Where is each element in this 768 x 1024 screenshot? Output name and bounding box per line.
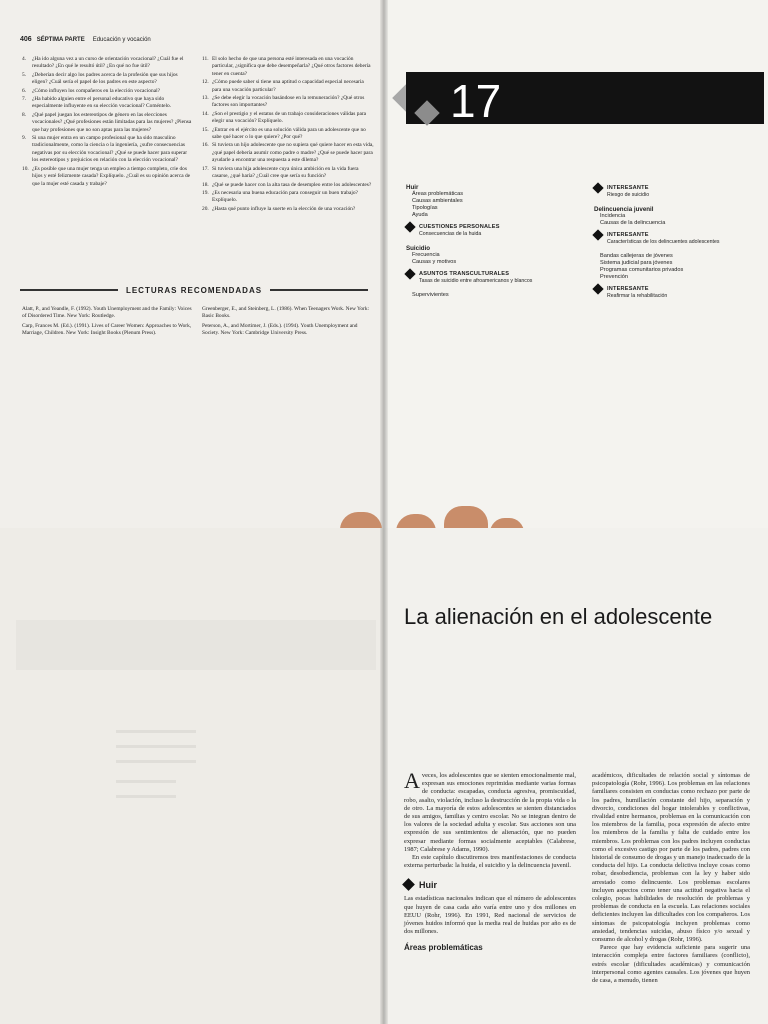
question-text: ¿Se debe elegir la vocación basándose en la remuneración? ¿Qué otros factores son importantes? bbox=[212, 95, 365, 109]
section-paragraph: Las estadísticas nacionales indican que el número de adolescentes que huyen de casa cada año varía entre uno y dos millones en EEUU (Rohr, 1996). En 1991, Red nacional de servicios de jóvenes huidos informó que la media real de huidas por año es de dos millones. bbox=[404, 895, 576, 936]
finger bbox=[490, 518, 524, 528]
question-number: 8. bbox=[22, 111, 27, 118]
question-number: 12. bbox=[202, 79, 209, 86]
outline-section-title: Huir bbox=[406, 184, 419, 191]
show-through-chapter-bar bbox=[16, 620, 376, 670]
outline-section-title: Delincuencia juvenil bbox=[594, 206, 654, 213]
question-text: Si tuviera un hijo adolescente que no supiera qué quiere hacer en esta vida, ¿qué papel debería asumir como padre o madre? ¿Qué se puede hacer para ayudarle a encontrar una respuesta a este dilema? bbox=[212, 142, 374, 164]
section-heading bbox=[404, 880, 576, 889]
question-number: 7. bbox=[22, 96, 27, 103]
outline-item: Sistema judicial para jóvenes bbox=[600, 260, 673, 266]
question-text: ¿Cómo puede saber si tiene una aptitud o capacidad especial necesaria para una vocación particular? bbox=[212, 79, 364, 93]
question-text: ¿Son el prestigio y el estatus de un trabajo consideraciones válidas para elegir una vocación? Explíquelo. bbox=[212, 110, 367, 125]
question-number: 6. bbox=[22, 87, 27, 94]
question-item bbox=[22, 135, 194, 165]
show-through-line bbox=[116, 760, 196, 763]
outline-item: Causas ambientales bbox=[412, 198, 463, 204]
outline-item: Bandas callejeras de jóvenes bbox=[600, 253, 673, 259]
recommended-readings-title: LECTURAS RECOMENDADAS bbox=[125, 285, 263, 295]
question-text: ¿Deberían decir algo los padres acerca de la profesión que sus hijos eligen? ¿Cuál sería el papel de los padres en este aspecto? bbox=[32, 71, 178, 86]
rule-right bbox=[270, 289, 368, 291]
finger bbox=[444, 506, 488, 528]
outline-item: Causas y motivos bbox=[412, 259, 457, 265]
outline-item: Incidencia bbox=[600, 213, 626, 219]
references-column-1 bbox=[22, 306, 192, 340]
question-text: ¿Qué se puede hacer con la alta tasa de desempleo entre los adolescentes? bbox=[212, 181, 372, 188]
recommended-readings-heading bbox=[20, 284, 368, 296]
outline-box bbox=[594, 231, 759, 239]
show-through-line bbox=[116, 795, 176, 798]
reference-item: Greenberger, E., and Steinberg, L. (1986). When Teenagers Work. New York: Basic Books. bbox=[202, 306, 370, 320]
question-number: 13. bbox=[202, 95, 209, 102]
question-text: ¿Cómo influyen los compañeros en la elección vocacional? bbox=[32, 87, 160, 94]
outline-box bbox=[406, 270, 576, 278]
outline-box-subtitle: Reafirmar la rehabilitación bbox=[607, 293, 668, 299]
outline-box bbox=[594, 184, 759, 192]
question-item bbox=[202, 95, 374, 110]
drop-cap: A bbox=[404, 768, 420, 793]
question-number: 5. bbox=[22, 71, 27, 78]
references-column-2 bbox=[202, 306, 372, 340]
body-column-1 bbox=[404, 768, 576, 953]
question-item bbox=[202, 206, 374, 213]
chapter-opener-page bbox=[384, 0, 768, 528]
question-item bbox=[202, 111, 374, 126]
body-paragraph: académicos, dificultades de relación social y síntomas de psicopatología (Rohr, 1996). Los problemas en las relaciones familiares consisten en conductas como rechazo por parte de los padres, humillación constante del hijo, separación y divorcio, condiciones del hogar intolerables y conflictivas, rivalidad entre hermanos, problemas en la comunicación con los miembros de la familia, poca expresión de afecto entre los miembros de la familia y falta de cuidado entre los miembros. Los problemas con los padres incluyen conductas como el excesivo castigo por parte de los padres, padres con historial de consumo de drogas y un manejo inadecuado de la conducta del hijo. La conducta delictiva incluye cosas como robar, desobediencia, problemas con la ley y haber sido arrestado como delincuente. Los problemas escolares incluyen aspectos como tener una actitud negativa hacia el colegio, pocas habilidades de resolución de problemas y problemas de conducta en la escuela. Las relaciones sociales deficientes incluyen las dificultades con los compañeros. Los síntomas de psicopatología incluyen problemas como ansiedad, tendencias suicidas, abuso físico y/o sexual y consumo de alcohol y drogas (Rohr, 1996). bbox=[592, 772, 750, 944]
question-number: 11. bbox=[202, 56, 209, 62]
question-item bbox=[22, 56, 194, 71]
body-column-2 bbox=[592, 772, 750, 985]
section-heading-text: Huir bbox=[419, 879, 437, 890]
show-through-line bbox=[116, 780, 176, 783]
question-item bbox=[202, 142, 374, 164]
question-item bbox=[202, 79, 374, 94]
question-text: ¿Ha habido alguien entre el personal educativo que haya sido especialmente influyente en su elección vocacional? Coméntelo. bbox=[32, 96, 172, 110]
question-item bbox=[202, 56, 374, 78]
question-number: 15. bbox=[202, 126, 209, 133]
outline-item: Ayuda bbox=[412, 212, 428, 218]
body-paragraph: Parece que hay evidencia suficiente para sugerir una interacción compleja entre factores familiares (conflicto), estrés escolar (dificultades académicas) y comunicación interpersonal como agentes causales. Los jóvenes que huyen de casa, a menudo, tienen bbox=[592, 944, 750, 985]
outline-box-title: ASUNTOS TRANSCULTURALES bbox=[419, 271, 510, 277]
question-number: 10. bbox=[22, 165, 29, 172]
outline-box-subtitle: Tasas de suicidio entre afroamericanos y blancos bbox=[419, 278, 533, 284]
finger bbox=[396, 514, 436, 528]
outline-box bbox=[406, 223, 576, 231]
question-item bbox=[22, 88, 194, 95]
question-number: 9. bbox=[22, 135, 27, 142]
page-show-through bbox=[0, 528, 384, 1024]
questions-column-1 bbox=[22, 56, 194, 189]
outline-item: Prevención bbox=[600, 274, 628, 280]
reference-item: Carp, Frances M. (Ed.). (1991). Lives of Career Women: Approaches to Work, Marriage, Children. New York: Insight Books (Plenum Press). bbox=[22, 322, 192, 337]
question-number: 19. bbox=[202, 189, 209, 196]
show-through-line bbox=[116, 745, 196, 748]
chapter-number: 17 bbox=[450, 75, 502, 127]
question-item bbox=[22, 112, 194, 134]
book-gutter bbox=[380, 528, 388, 1024]
show-through-line bbox=[116, 730, 196, 733]
subsection-heading: Áreas problemáticas bbox=[404, 943, 483, 953]
question-text: ¿Es necesaria una buena educación para conseguir un buen trabajo? Explíquelo. bbox=[212, 189, 358, 204]
chapter-outline-column-2 bbox=[594, 180, 759, 299]
rule-left bbox=[20, 289, 118, 291]
outline-item: Supervivientes bbox=[412, 292, 449, 298]
chapter-title: La alienación en el adolescente bbox=[404, 604, 713, 629]
outline-box-subtitle: Características de los delincuentes adolescentes bbox=[607, 239, 720, 245]
finger bbox=[340, 512, 382, 528]
outline-box-subtitle: Consecuencias de la huida bbox=[419, 231, 482, 237]
question-item bbox=[22, 166, 194, 188]
page-number: 406 bbox=[20, 36, 32, 43]
running-head-part: SÉPTIMA PARTE bbox=[36, 37, 85, 43]
book-gutter bbox=[380, 0, 388, 528]
outline-box-title: INTERESANTE bbox=[607, 286, 649, 292]
outline-box-subtitle: Riesgo de suicidio bbox=[607, 192, 650, 198]
chapter-outline-column-1 bbox=[406, 180, 576, 299]
question-text: ¿Entrar en el ejército es una solución válida para un adolescente que no sabe qué hacer o lo que quiere? ¿Por qué? bbox=[212, 126, 366, 141]
question-item bbox=[202, 190, 374, 205]
question-number: 18. bbox=[202, 181, 209, 188]
outline-box-title: INTERESANTE bbox=[607, 232, 649, 238]
outline-box bbox=[594, 285, 759, 293]
question-text: ¿Qué papel juegan los estereotipos de género en las elecciones vocacionales? ¿Qué profesiones están limitadas para las mujeres? ¿Piensa que hay profesiones que no son aptas para las mujeres? bbox=[32, 111, 192, 133]
page-406 bbox=[0, 0, 384, 528]
question-text: ¿Ha ido alguna vez a un curso de orientación vocacional? ¿Cuál fue el resultado? ¿En qué le resultó útil? ¿En qué no fue útil? bbox=[32, 56, 184, 70]
running-head-title: Educación y vocación bbox=[92, 37, 151, 43]
question-number: 16. bbox=[202, 142, 209, 149]
intro-paragraph: veces, los adolescentes que se sienten emocionalmente mal, expresan sus emociones reprimidas mediante varias formas de conducta: escapadas, conducta agresiva, promiscuidad, robo, asalto, violación, incluso la destrucción de la propia vida o la de otro. La mayoría de estos adolescentes se sienten distanciados de sus amigos, familias y centro escolar. No se integran dentro de los valores de la sociedad adulta y escolar. Sus acciones son una expresión de sus sentimientos de alienación, que no pueden expresar mediante formas socialmente aceptables (Calabrese, 1987; Calabrese y Adams, 1990). bbox=[404, 772, 576, 853]
outline-item: Programas comunitarios privados bbox=[600, 267, 684, 273]
question-item bbox=[202, 127, 374, 142]
question-number: 4. bbox=[22, 56, 27, 62]
outline-item: Áreas problemáticas bbox=[412, 191, 463, 197]
question-text: ¿Hasta qué punto influye la suerte en la elección de una vocación? bbox=[212, 205, 356, 212]
reference-item: Peterson, A., and Mortimer, J. (Eds.). (1994). Youth Unemployment and Society. New York: Cambridge University Press. bbox=[202, 322, 358, 337]
questions-column-2 bbox=[202, 56, 374, 214]
outline-item: Tipologías bbox=[412, 205, 438, 211]
question-text: Si tuviera una hija adolescente cuya única ambición en la vida fuera casarse, ¿qué haría? ¿Cuál cree que sería su función? bbox=[212, 165, 359, 180]
outline-item: Causas de la delincuencia bbox=[600, 220, 666, 226]
outline-box-title: INTERESANTE bbox=[607, 185, 649, 191]
question-item bbox=[202, 182, 374, 189]
question-text: El solo hecho de que una persona esté interesada en una vocación particular, ¿significa que debe desempeñarla? ¿Qué otros factores debería tener en cuenta? bbox=[212, 56, 371, 77]
running-head bbox=[20, 36, 151, 43]
intro-paragraph-2: En este capítulo discutiremos tres manifestaciones de conducta externa perturbada: la huida, el suicidio y la delincuencia juvenil. bbox=[404, 854, 576, 870]
reference-item: Alatt, P., and Yeandle, F. (1992). Youth Unemployment and the Family: Voices of Disordered Time. New York: Routledge. bbox=[22, 306, 192, 320]
question-number: 14. bbox=[202, 110, 209, 117]
question-item bbox=[202, 166, 374, 181]
question-item bbox=[22, 72, 194, 87]
outline-item: Frecuencia bbox=[412, 252, 440, 258]
outline-section-title: Suicidio bbox=[406, 245, 431, 252]
outline-box-title: CUESTIONES PERSONALES bbox=[419, 224, 500, 230]
question-number: 20. bbox=[202, 205, 209, 212]
question-text: ¿Es posible que una mujer tenga un empleo a tiempo completo, crie dos hijos y esté felizmente casada? Explíquelo. ¿Cuál es su opinión acerca de que la mujer esté casada y trabaje? bbox=[32, 165, 191, 187]
fingers-holding-book bbox=[340, 496, 530, 528]
question-item bbox=[22, 96, 194, 111]
question-text: Si una mujer entra en un campo profesional que ha sido masculino tradicionalmente, como la ciencia o la ingeniería, ¿sufre consecuencias negativas por su elección vocacional? ¿Qué se puede hacer para superar los estereotipos y prejuicios en relación con la elección vocacional? bbox=[32, 135, 188, 164]
diamond-bullet-icon bbox=[402, 879, 415, 892]
question-number: 17. bbox=[202, 165, 209, 172]
chapter-number-bar bbox=[406, 72, 764, 127]
